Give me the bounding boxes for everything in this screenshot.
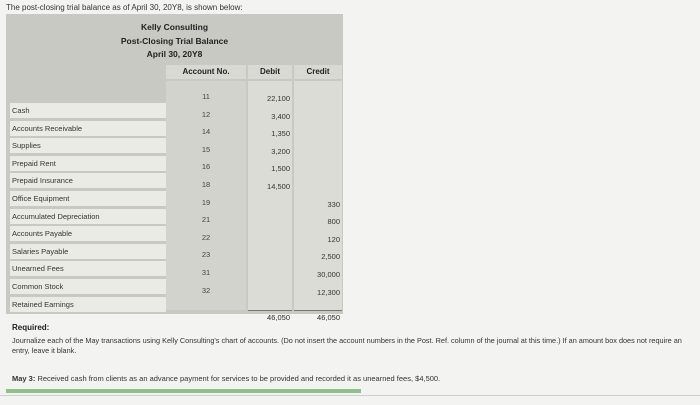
- account-name: Prepaid Insurance: [10, 173, 166, 189]
- header-account-no: Account No.: [166, 65, 246, 79]
- account-name: Unearned Fees: [10, 261, 166, 277]
- account-name: Accumulated Depreciation: [10, 209, 166, 225]
- intro-text: The post-closing trial balance as of April 30, 20Y8, is shown below:: [6, 3, 243, 12]
- account-number: 11: [202, 92, 210, 101]
- account-name: Accounts Payable: [10, 226, 166, 242]
- credit-amount: 330: [327, 199, 340, 209]
- transaction-date: May 3:: [12, 374, 36, 383]
- account-number: 22: [201, 232, 211, 242]
- credit-total: 46,050: [317, 313, 340, 322]
- account-name: Prepaid Rent: [10, 156, 166, 172]
- account-number: 15: [201, 144, 211, 154]
- transaction-description: Received cash from clients as an advance payment for services to be provided and recorded it as unearned fees, $4,500.: [37, 374, 441, 383]
- debit-amount: 22,100: [267, 94, 290, 103]
- credit-amount: 12,300: [317, 287, 340, 297]
- account-number: 23: [201, 250, 211, 260]
- account-number: 14: [201, 127, 211, 137]
- account-number: 16: [201, 162, 211, 172]
- account-name: Common Stock: [10, 279, 166, 295]
- account-number: 32: [201, 285, 211, 295]
- debit-amount: 3,400: [271, 111, 290, 121]
- company-name: Kelly Consulting: [140, 22, 209, 32]
- progress-bar: [6, 389, 361, 393]
- required-instructions: Journalize each of the May transactions using Kelly Consulting's chart of accounts. (Do not insert the account numbers in the Post. Ref. column of the journal at this time.) If an amount box does not require an entry, leave it blank.: [12, 336, 682, 355]
- account-name: Salaries Payable: [10, 244, 166, 260]
- account-number: 21: [201, 215, 211, 225]
- debit-amount: 3,200: [271, 146, 290, 156]
- account-name: Cash: [10, 103, 166, 119]
- account-number: 19: [201, 197, 211, 207]
- credit-amount: 30,000: [317, 270, 340, 279]
- account-name: Retained Earnings: [10, 297, 166, 313]
- debit-amount: 1,500: [271, 164, 290, 174]
- debit-amount: 14,500: [267, 182, 290, 191]
- header-debit: Debit: [248, 65, 292, 79]
- account-number: 12: [201, 109, 211, 119]
- transaction-may-3: [12, 374, 440, 383]
- credit-amount: 120: [327, 234, 340, 244]
- header-credit: Credit: [294, 65, 342, 79]
- trial-balance-sheet: [6, 14, 343, 322]
- account-name: Supplies: [10, 138, 166, 154]
- account-name: Office Equipment: [10, 191, 166, 207]
- credit-total-rule: [294, 310, 342, 311]
- report-date: April 30, 20Y8: [146, 49, 203, 59]
- debit-total: 46,050: [267, 313, 290, 322]
- account-name: Accounts Receivable: [10, 121, 166, 137]
- debit-total-rule: [248, 310, 292, 311]
- debit-amount: 1,350: [271, 129, 290, 139]
- account-number: 31: [201, 268, 211, 277]
- credit-amount: 800: [327, 217, 340, 227]
- required-label: Required:: [12, 323, 50, 332]
- report-title: Post-Closing Trial Balance: [120, 36, 229, 46]
- account-number: 18: [201, 180, 211, 189]
- credit-amount: 2,500: [321, 252, 340, 262]
- divider: [0, 395, 700, 396]
